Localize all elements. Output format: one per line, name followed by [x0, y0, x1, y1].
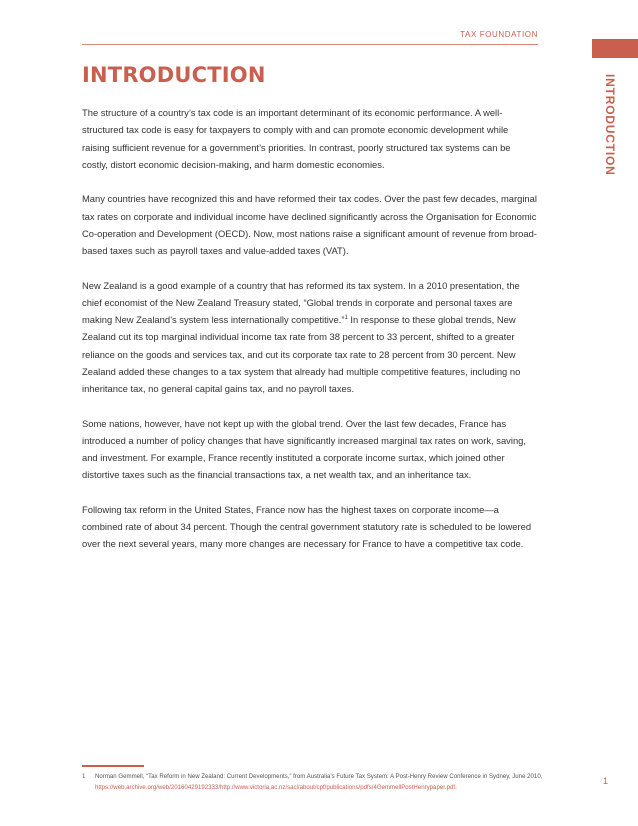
paragraph-3-text-start: New Zealand is a good example of a country that has reformed its tax system. In a 2010 presentation, the chief economist of the New Zealand Treasury stated, “Global trends in corporate and personal taxes are making New Zealand’s system less internationally competitive.”	[82, 279, 520, 325]
footnote-number: 1	[82, 773, 86, 780]
footnote-body	[95, 772, 557, 793]
paragraph-3	[82, 277, 538, 398]
body-text	[82, 104, 538, 553]
page-number: 1	[603, 776, 609, 786]
section-tab-marker	[592, 39, 638, 58]
footnote-end: .	[455, 783, 457, 791]
paragraph-3-text-end: In response to these global trends, New Zealand cut its top marginal individual income tax rate from 38 percent to 33 percent, shifted to a greater reliance on the goods and services tax, and cut its corporate tax rate to 28 percent from 30 percent. New Zealand added these changes to a tax system that already had multiple competitive features, including no inheritance tax, no general capital gains tax, and no payroll taxes.	[82, 314, 521, 394]
paragraph-5: Following tax reform in the United States, France now has the highest taxes on corporate income—a combined rate of about 34 percent. Though the central government statutory rate is scheduled to be lowered over the next several years, many more changes are necessary for France to have a competitive tax code.	[82, 503, 532, 550]
section-title: INTRODUCTION	[82, 63, 266, 87]
running-header: TAX FOUNDATION	[460, 30, 538, 39]
header-rule	[82, 44, 538, 45]
paragraph-2: Many countries have recognized this and have reformed their tax codes. Over the past few decades, marginal tax rates on corporate and individual income have declined significantly across the Organisation for Economic Co-operation and Development (OECD). Now, most nations raise a significant amount of revenue from broad-based taxes such as payroll taxes and value-added taxes (VAT).	[82, 193, 537, 256]
footnote-rule	[82, 765, 144, 767]
footnote	[82, 772, 557, 793]
section-side-label: INTRODUCTION	[603, 74, 617, 176]
footnote-reference[interactable]: 1	[344, 314, 348, 321]
footnote-citation: Norman Gemmell, “Tax Reform in New Zealand: Current Developments,” from Australia’s Future Tax System: A Post-Henry Review Conference in Sydney, June 2010,	[95, 773, 543, 780]
paragraph-1: The structure of a country’s tax code is an important determinant of its economic performance. A well-structured tax code is easy for taxpayers to comply with and can promote economic development while raising sufficient revenue for a government’s priorities. In contrast, poorly structured tax systems can be costly, distort economic decision-making, and harm domestic economies.	[82, 107, 511, 170]
footnote-link[interactable]: https://web.archive.org/web/20160429192333/http://www.victoria.ac.nz/sacl/about/cpf/publications/pdfs/4GemmellPostHenrypaper.pdf	[95, 783, 456, 791]
paragraph-4: Some nations, however, have not kept up with the global trend. Over the last few decades, France has introduced a number of policy changes that have significantly increased marginal tax rates on work, saving, and investment. For example, France recently instituted a corporate income surtax, which joined other distortive taxes such as the financial transactions tax, a net wealth tax, and an inheritance tax.	[82, 417, 526, 481]
